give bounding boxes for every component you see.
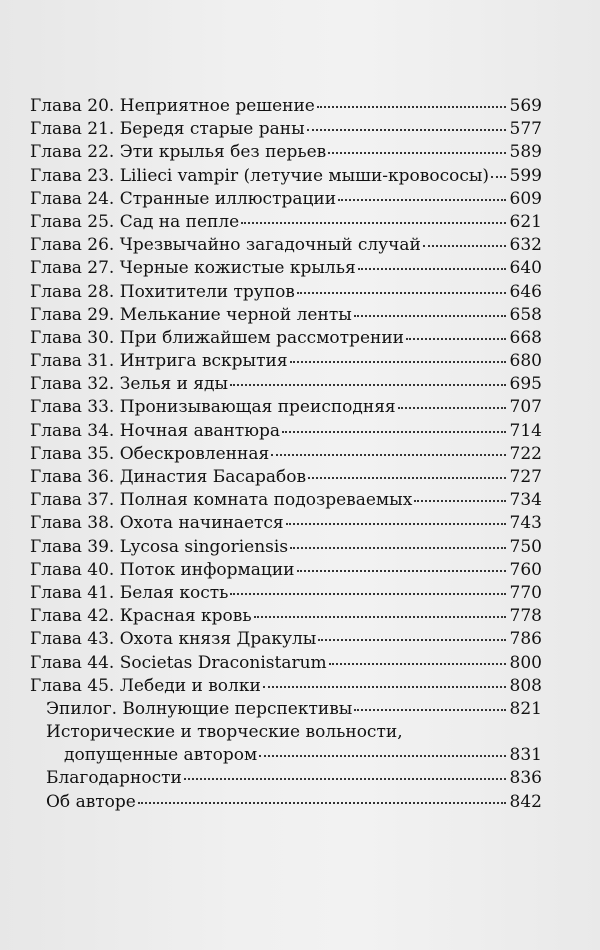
toc-entry-historical-line1 <box>30 721 542 744</box>
dot-leader <box>184 778 506 780</box>
dot-leader <box>263 686 506 688</box>
toc-entry <box>30 234 542 257</box>
toc-entry-title: Глава 20. Неприятное решение <box>30 96 315 116</box>
dot-leader <box>491 176 506 178</box>
dot-leader <box>259 755 506 757</box>
toc-entry-page: 750 <box>509 536 542 557</box>
toc-entry-page: 577 <box>509 119 542 140</box>
toc-entry <box>30 605 542 628</box>
toc-entry-page: 621 <box>509 211 542 232</box>
toc-entry-page: 743 <box>509 513 542 534</box>
toc-entry-about-author <box>30 791 542 814</box>
toc-entry-page: 770 <box>509 582 542 603</box>
toc-entry <box>30 141 542 164</box>
dot-leader <box>230 593 506 595</box>
toc-entry-title: Глава 27. Черные кожистые крылья <box>30 258 356 279</box>
toc-entry-page: 668 <box>509 327 542 348</box>
dot-leader <box>230 384 506 386</box>
toc-entry-page: 786 <box>509 629 542 650</box>
toc-entry-title: Эпилог. Волнующие перспективы <box>46 698 353 719</box>
toc-entry-page: 727 <box>509 467 542 487</box>
toc-entry <box>30 559 542 582</box>
toc-entry-title: Глава 35. Обескровленная <box>30 443 270 464</box>
toc-entry-page: 778 <box>509 606 542 627</box>
dot-leader <box>297 292 506 294</box>
toc-entry-title: Глава 42. Красная кровь <box>30 606 252 627</box>
dot-leader <box>318 639 506 641</box>
toc-entry-page: 821 <box>509 698 542 719</box>
toc-entry-page: 800 <box>509 652 542 673</box>
toc-entry-page: 831 <box>509 745 542 766</box>
toc-entry-title: Глава 22. Эти крылья без перьев <box>30 142 327 163</box>
toc-entry-title: Глава 45. Лебеди и волки <box>30 675 261 696</box>
toc-entry-page: 808 <box>509 675 542 696</box>
toc-entry-acknowledgements <box>30 767 542 790</box>
toc-entry-title: Глава 37. Полная комната подозреваемых <box>30 490 413 511</box>
toc-entry-title: Благодарности <box>46 768 182 789</box>
toc-entry <box>30 304 542 327</box>
dot-leader <box>290 361 506 363</box>
toc-entry <box>30 211 542 234</box>
dot-leader <box>338 199 506 201</box>
dot-leader <box>138 802 506 804</box>
toc-entry-title: Глава 41. Белая кость <box>30 582 229 603</box>
dot-leader <box>358 268 506 270</box>
toc-entry-historical-line2 <box>30 744 542 767</box>
toc-entry <box>30 118 542 141</box>
dot-leader <box>354 315 506 317</box>
toc-entry <box>30 281 542 304</box>
toc-entry-title: Об авторе <box>46 791 136 812</box>
toc-entry-page: 589 <box>509 142 542 163</box>
toc-entry-page: 599 <box>509 165 542 186</box>
toc-entry-title: Глава 32. Зелья и яды <box>30 374 229 395</box>
toc-entry <box>30 327 542 350</box>
toc-entry <box>30 165 542 188</box>
dot-leader <box>398 407 506 409</box>
toc-entry-title: Глава 21. Бередя старые раны <box>30 119 305 140</box>
toc-entry-title: Глава 29. Мелькание черной ленты <box>30 304 352 325</box>
toc-entry-title: Глава 33. Пронизывающая преисподняя <box>30 397 396 418</box>
toc-entry-page: 569 <box>509 96 542 116</box>
dot-leader <box>414 500 506 502</box>
toc-entry <box>30 188 542 211</box>
toc-entry <box>30 652 542 675</box>
toc-entry-title: Глава 28. Похитители трупов <box>30 281 295 302</box>
toc-entry <box>30 582 542 605</box>
toc-entry-page: 722 <box>509 443 542 464</box>
dot-leader <box>307 129 506 131</box>
dot-leader <box>308 477 506 479</box>
dot-leader <box>286 523 506 525</box>
toc-entry <box>30 628 542 651</box>
toc-entry-page: 842 <box>509 791 542 812</box>
dot-leader <box>241 222 506 224</box>
toc-entry-title: Глава 30. При ближайшем рассмотрении <box>30 327 404 348</box>
toc-entry <box>30 512 542 535</box>
toc-entry <box>30 489 542 512</box>
dot-leader <box>254 616 506 618</box>
toc-entry-page: 836 <box>509 768 542 789</box>
dot-leader <box>329 663 506 665</box>
toc-entry <box>30 675 542 698</box>
toc-entry <box>30 396 542 419</box>
dot-leader <box>423 245 506 247</box>
toc-entry-page: 646 <box>509 281 542 302</box>
toc-entry-page: 640 <box>509 258 542 279</box>
toc-entry-epilogue <box>30 698 542 721</box>
toc-entry-title: Глава 43. Охота князя Дракулы <box>30 629 317 650</box>
toc-entry-page: 734 <box>509 490 542 511</box>
toc-entry-title: Исторические и творческие вольности, <box>46 722 403 743</box>
dot-leader <box>354 709 506 711</box>
toc-entry-page: 658 <box>509 304 542 325</box>
toc-entry-page: 707 <box>509 397 542 418</box>
toc-entry-title: Глава 24. Странные иллюстрации <box>30 188 337 209</box>
dot-leader <box>271 454 506 456</box>
toc-entry-title: Глава 34. Ночная авантюра <box>30 420 281 441</box>
toc-entry-page: 632 <box>509 235 542 256</box>
toc-entry-page: 680 <box>509 351 542 372</box>
toc-entry-title: допущенные автором <box>64 745 258 766</box>
toc-entry-title: Глава 44. Societas Draconistarum <box>30 652 327 673</box>
toc-entry-page: 609 <box>509 188 542 209</box>
toc-entry-title: Глава 36. Династия Басарабов <box>30 467 307 487</box>
toc-entry-page: 695 <box>509 374 542 395</box>
toc-entry <box>30 420 542 443</box>
toc-entry <box>30 257 542 280</box>
dot-leader <box>297 570 506 572</box>
toc-entry-title: Глава 31. Интрига вскрытия <box>30 351 288 372</box>
toc-entry-page: 760 <box>509 559 542 580</box>
toc-entry <box>30 373 542 396</box>
dot-leader <box>328 152 506 154</box>
dot-leader <box>317 106 506 108</box>
dot-leader <box>406 338 506 340</box>
dot-leader <box>282 431 506 433</box>
toc-entry-title: Глава 25. Сад на пепле <box>30 211 240 232</box>
toc-entry <box>30 350 542 373</box>
toc-entry-title: Глава 39. Lycosa singoriensis <box>30 536 289 557</box>
table-of-contents <box>30 95 542 814</box>
toc-entry <box>30 95 542 118</box>
toc-entry <box>30 443 542 466</box>
toc-entry-page: 714 <box>509 420 542 441</box>
toc-entry-title: Глава 38. Охота начинается <box>30 513 284 534</box>
dot-leader <box>290 547 506 549</box>
toc-entry-title: Глава 40. Поток информации <box>30 559 295 580</box>
toc-entry <box>30 466 542 489</box>
toc-entry-title: Глава 23. Lilieci vampir (летучие мыши-кровососы) <box>30 165 490 186</box>
toc-entry-title: Глава 26. Чрезвычайно загадочный случай <box>30 235 421 256</box>
toc-entry <box>30 536 542 559</box>
